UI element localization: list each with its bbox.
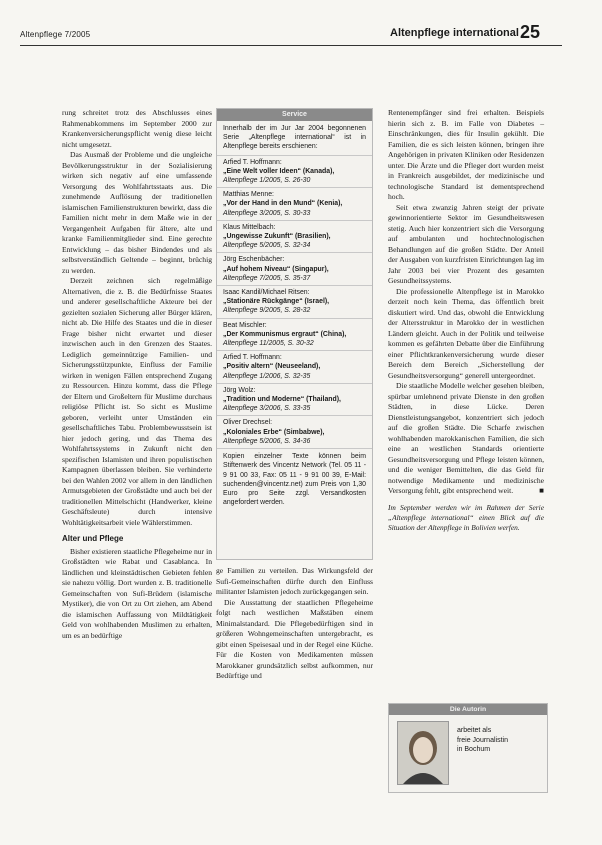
end-mark: ■ [539, 486, 544, 495]
series-preview-caption: Im September werden wir im Rahmen der Serie „Altenpflege international“ einen Blick auf die Situation der Altenpflege in Bolivien werfen. [388, 502, 544, 532]
paragraph: Bisher existieren staatliche Pflegeheime nur in Großstädten wie Rabat und Casablanca. In ländlichen und kleinstädtischen Gebieten fehlen sie nahezu völlig. Dort wurden z. B. traditionelle Gemeinschaften von Sufi-Brüdern (islamische Mystiker), die von Ort zu Ort ziehen, am Abend die islamischen Auffassung von Mildtätigkeit Geld von wohlhabenden Muslimen zu erhalten, um es an bedürftige [62, 546, 212, 640]
service-entry: Beat Mischler: „Der Kommunismus ergraut“ (China), Altenpflege 11/2005, S. 30-32 [217, 318, 372, 351]
author-description: arbeitet als freie Journalistin in Bochum [457, 727, 508, 753]
paragraph: ge Familien zu verteilen. Das Wirkungsfeld der Sufi-Gemeinschaften dürfte durch den Einfluss militanter Islamisten jedoch zurückgegangen sein. [216, 566, 373, 596]
service-entry: Matthias Menne: „Vor der Hand in den Mund“ (Kenia), Altenpflege 3/2005, S. 30-33 [217, 187, 372, 220]
paragraph: Rentenempfänger sind frei erhalten. Beispiels hierin sich z. B. im Falle von Diabetes – Einschränkungen, dies für Insulin gekühlt. Die Familien, die es sich leisten können, bringen ihre Angehörigen in privaten Kliniken oder Residenzen unter. Die Ärzte und die Pfleger dort wurden meist in Frankreich ausgebildet, der medizinische und technologische Standard ist dementsprechend hoch. [388, 108, 544, 201]
paragraph: Derzeit zeichnen sich regelmäßige Alternativen, die z. B. die Bedürfnisse Staates und anderer gesellschaftliche Akteure bei der gezielten sozialen Sicherung aller Bürger klären, nicht ab. Die Hilfe des Staates und die in dieser Frage bisher nicht erwartet und dieser inzwischen auch in den Grenzen des Staates. Lediglich gemeinnützige Familien- und Sicherungsstützpunkte, Einfluss der Familie wirken in wenigen Fällen entsprechend Zugang zu Ressourcen. Hinzu kommt, dass die Pflege der Eltern und Großeltern für Muslime durchaus religiöse Pflicht ist. So sicht es Muslime geboren, verleiht unter Umständen ein gesellschaftliches Tabu. Problembewusstsein ist hier jedoch gering, und das Thema des Wohlfahrtssystems in Zukunft nicht den spezifischen Islamisten und ihren populistischen Kampagnen überlassen bleiben. Sie verhinderte bei den Wahlen 2002 vor allem in den ländlichen Armutsgebieten der Großstädte und auch bei der traditionellen Mittelschicht (Handwerker, kleine Geschäftsleute) durch intensive Wohltätigkeitsarbeit viele Wählerstimmen. [62, 276, 212, 527]
paragraph: Seit etwa zwanzig Jahren steigt der private gewinnorientierte Sektor im Gesundheitswesen stetig. Auch hier konzentriert sich die Versorgung auf ambulanten und hochtechnologischen Behandlungen auf die großen Städte. Der Anteil der Ausgaben von kurzfristen Einrichtungen lag im Jahr 2003 bei vier Prozent des gesamten Gesundheitssystems. [388, 202, 544, 285]
service-entry: Oliver Drechsel: „Koloniales Erbe“ (Simbabwe), Altenpflege 5/2006, S. 34-36 [217, 415, 372, 448]
paragraph: Die professionelle Altenpflege ist in Marokko derzeit noch kein Thema, das öffentlich breit diskutiert wird. Und das, obwohl die Entwicklung der Altersstruktur in Marokko der in westlichen Ländern gleicht. Auch in der Politik und teilweise kommen es gefährten Debatte über die Einführung einer Pflichtkrankenversicherung wurde dieser Bereich dem Bereich „Sicherstellung der Gesundheitsversorgung“ generell untergeordnet. [388, 286, 544, 380]
header-magazine: Altenpflege 7/2005 [20, 30, 91, 39]
service-entry: Jörg Wolz: „Tradition und Moderne“ (Thailand), Altenpflege 3/2006, S. 33-35 [217, 383, 372, 416]
paragraph: Das Ausmaß der Probleme und die ungleiche Bevölkerungsstruktur in der Sozialisierung wirken sich negativ auf eine umfassende Versorgung des Wohlfahrtsstaats aus. Die zunehmende Auflösung der traditionellen islamischen Familienstrukturen bewirkt, dass die Familien nicht mehr in dem Maße wie in der Vergangenheit Aufgaben für ältere, alte und kranke Familienmitglieder sind. Eine gerechte Entwicklung – das bisher Bindendes und als selbstverständlich Geltende – beginnt, brüchig zu werden. [62, 150, 212, 275]
author-box [388, 703, 548, 793]
article-column-1 [62, 108, 212, 641]
service-intro: Innerhalb der im Jur Jar 2004 begonnenen Serie „Altenpflege international“ ist in Altenpflege bereits erschienen: [223, 125, 366, 151]
service-entry: Isaac Kandil/Michael Ritsen: „Stationäre Rückgänge“ (Israel), Altenpflege 9/2005, S. 28-32 [217, 285, 372, 318]
service-footer: Kopien einzelner Texte können beim Stiftenwerk des Vincentz Network (Tel. 05 11 - 9 91 00 33, Fax: 05 11 - 9 91 00 39, E-Mail: suchenden@vincentz.net) zum Preis von 1,30 Euro pro Seite zzgl. Versandkosten angefordert werden. [217, 448, 372, 510]
service-entry: Jörg Eschenbächer: „Auf hohem Niveau“ (Singapur), Altenpflege 7/2005, S. 35-37 [217, 252, 372, 285]
paragraph: rung schreitet trotz des Abschlusses eines Rahmenabkommens im September 2000 zur Krankenversicherungspflicht wenig diese leicht nicht umgesetzt. [62, 108, 212, 149]
service-entry: Arfied T. Hoffmann: „Eine Welt voller Ideen“ (Kanada), Altenpflege 1/2005, S. 26-30 [217, 155, 372, 188]
article-column-2 [216, 108, 373, 682]
service-box [216, 108, 373, 560]
author-box-title: Die Autorin [389, 704, 547, 715]
service-entry: Klaus Mittelbach: „Ungewisse Zukunft“ (Brasilien), Altenpflege 5/2005, S. 32-34 [217, 220, 372, 253]
author-photo [397, 721, 449, 785]
paragraph: Die Ausstattung der staatlichen Pflegeheime folgt nach westlichen Maßstäben einem Minimalstandard. Die Pflegebedürftigen sind in größeren Wohngemeinschaften untergebracht, es gibt einen Speisesaal und in der Regel eine Küche. Für die Kosten von Medikamenten müssen Marokkaner grundsätzlich selbst aufkommen, nur Bedürftige und [216, 597, 373, 680]
header-section-title: Altenpflege international [390, 27, 519, 39]
service-box-title: Service [217, 109, 372, 121]
article-column-3 [388, 108, 544, 533]
section-heading: Alter und Pflege [62, 534, 124, 543]
paragraph: Die staatliche Modelle welcher gesehen bleiben, spürbar umlehnend private Dienste in den großen Städten, in diese Lücke. Deren Dienstleistungsangebot, konzentriert sich jedoch auf die großen Städte. Die Scharfe zwischen wohlhabenden marokkanischen Familien, die sich eine an westlichen Standards orientierte Gesundheitsversorgung und Pflege leisten können, und die weniger Bemittelten, die das Geld für notwendige Medikamente und medizinische Versorgung fehlt, gibt entsprechend weit. ■ [388, 381, 544, 495]
service-entry: Arfied T. Hoffmann: „Positiv altern“ (Neuseeland), Altenpflege 1/2006, S. 32-35 [217, 350, 372, 383]
header-rule [20, 45, 562, 46]
page-number: 25 [520, 22, 541, 42]
